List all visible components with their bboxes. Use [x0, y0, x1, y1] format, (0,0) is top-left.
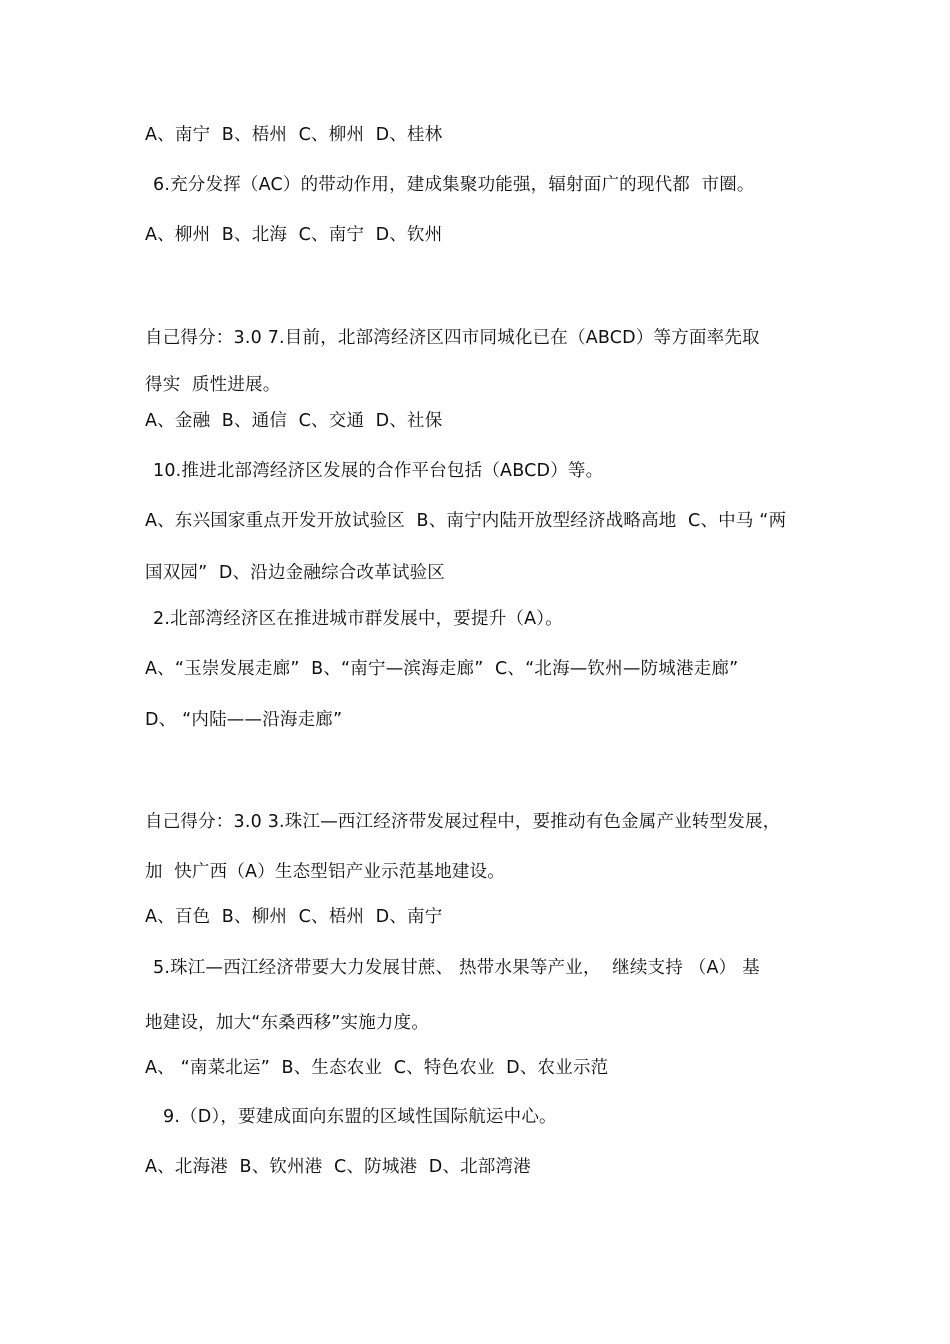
q10-question: 10.推进北部湾经济区发展的合作平台包括（ABCD）等。 [153, 461, 604, 481]
q10-options-cont: 国双园” D、沿边金融综合改革试验区 [145, 563, 445, 583]
q9-options: A、北海港 B、钦州港 C、防城港 D、北部湾港 [145, 1157, 531, 1177]
q3-question-cont: 加 快广西（A）生态型铝产业示范基地建设。 [145, 862, 505, 882]
q2-question: 2.北部湾经济区在推进城市群发展中，要提升（A）。 [153, 609, 563, 629]
q7-question: 自己得分：3.0 7.目前，北部湾经济区四市同城化已在（ABCD）等方面率先取 [145, 328, 760, 348]
q9-question: 9.（D），要建成面向东盟的区域性国际航运中心。 [163, 1107, 557, 1127]
q6-question: 6.充分发挥（AC）的带动作用，建成集聚功能强，辐射面广的现代都 市圈。 [153, 175, 755, 195]
q5b-options: A、 “南菜北运” B、生态农业 C、特色农业 D、农业示范 [145, 1058, 609, 1078]
q6-options: A、柳州 B、北海 C、南宁 D、钦州 [145, 225, 443, 245]
q3-options: A、百色 B、柳州 C、梧州 D、南宁 [145, 907, 443, 927]
q3-question: 自己得分：3.0 3.珠江—西江经济带发展过程中，要推动有色金属产业转型发展， [145, 812, 781, 832]
q5-options: A、南宁 B、梧州 C、柳州 D、桂林 [145, 125, 443, 145]
q2-options: A、“玉崇发展走廊” B、“南宁—滨海走廊” C、“北海—钦州—防城港走廊” [145, 659, 739, 679]
q5b-question-cont: 地建设，加大“东桑西移”实施力度。 [145, 1013, 430, 1033]
q7-options: A、金融 B、通信 C、交通 D、社保 [145, 411, 443, 431]
q5b-question: 5.珠江—西江经济带要大力发展甘蔗、 热带水果等产业， 继续支持 （A） 基 [153, 958, 760, 978]
q10-options: A、东兴国家重点开发开放试验区 B、南宁内陆开放型经济战略高地 C、中马 “两 [145, 511, 787, 531]
q7-question-cont: 得实 质性进展。 [145, 375, 281, 395]
q2-options-cont: D、 “内陆——沿海走廊” [145, 710, 343, 730]
